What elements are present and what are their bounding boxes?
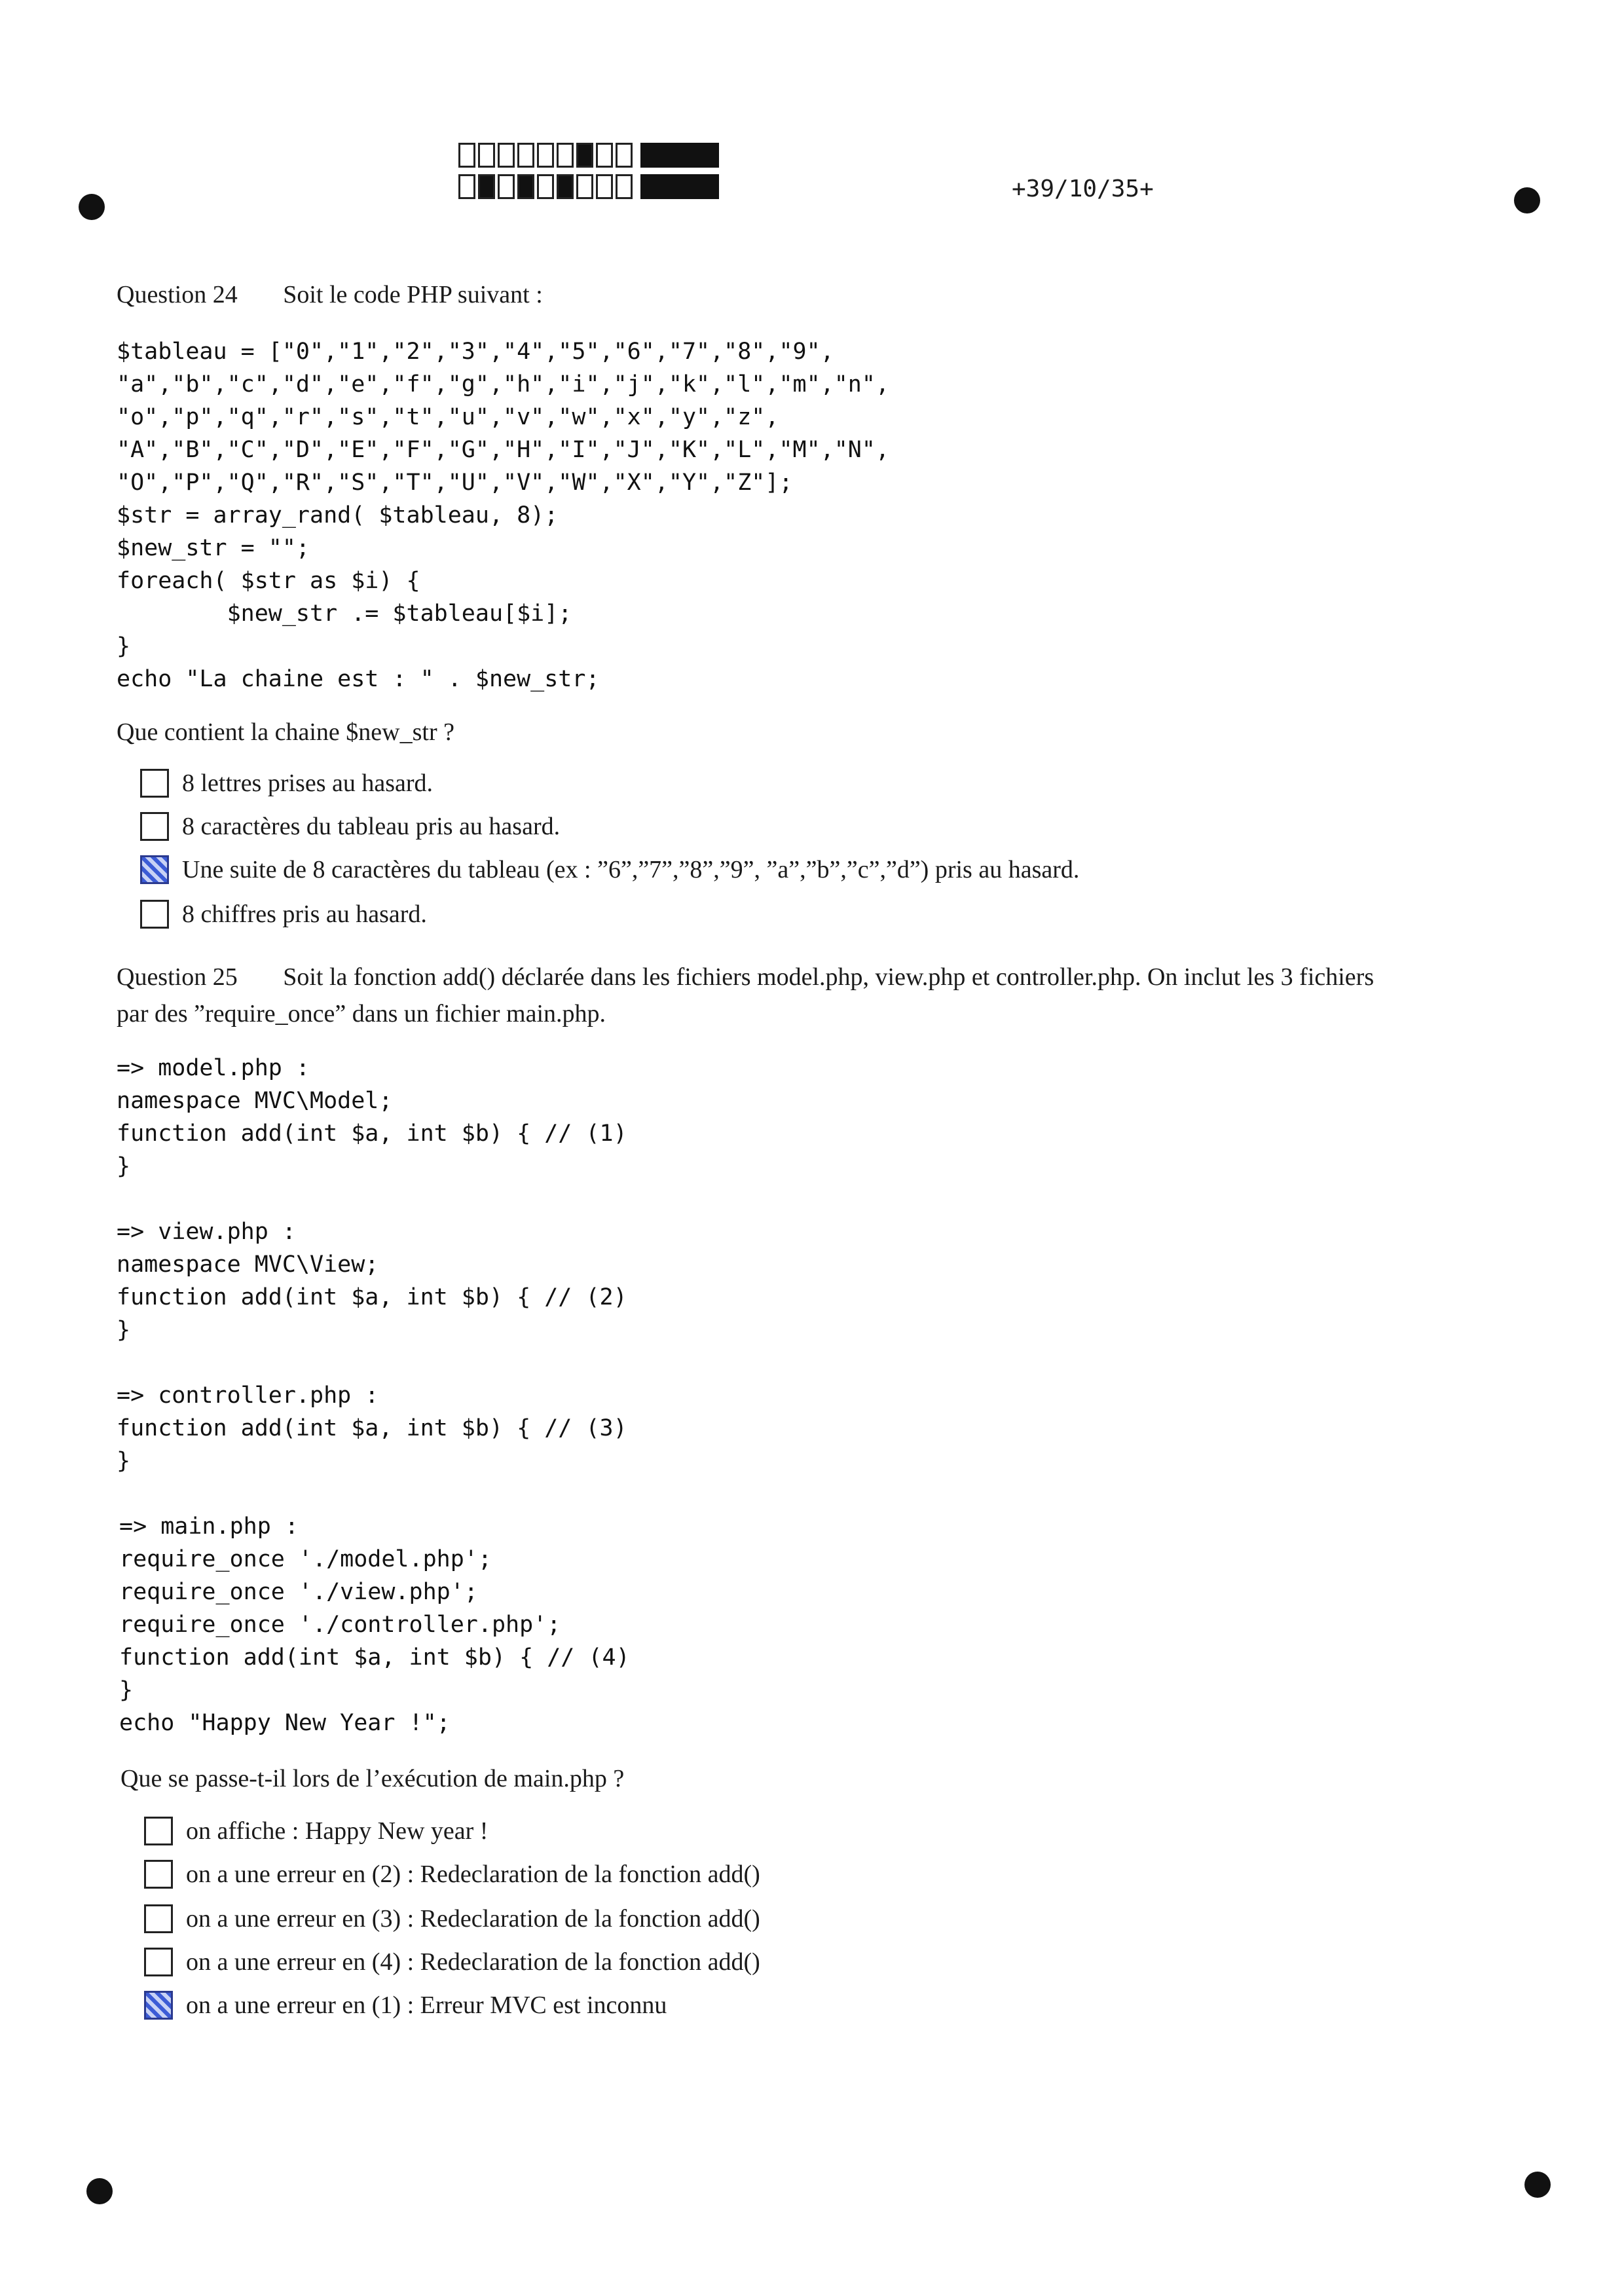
q25-option-4-label: on a une erreur en (4) : Redeclaration de la fonction add() <box>186 1948 760 1976</box>
q25-option-1-checkbox[interactable] <box>144 1817 173 1845</box>
q25-option-3-checkbox[interactable] <box>144 1904 173 1933</box>
question-25-code-controller: => controller.php : function add(int $a, int $b) { // (3) } <box>117 1382 627 1474</box>
q24-option-4[interactable] <box>140 900 427 929</box>
q24-option-2-label: 8 caractères du tableau pris au hasard. <box>182 813 561 840</box>
question-25-question: Que se passe-t-il lors de l’exécution de main.php ? <box>120 1765 625 1792</box>
q24-option-4-checkbox[interactable] <box>140 900 169 929</box>
q24-option-3[interactable] <box>140 855 1079 884</box>
registration-mark-bottom-right <box>1524 2172 1551 2198</box>
question-25-code-model: => model.php : namespace MVC\Model; function add(int $a, int $b) { // (1) } <box>117 1055 627 1179</box>
q25-option-4-checkbox[interactable] <box>144 1948 173 1976</box>
question-25-code-view: => view.php : namespace MVC\View; function add(int $a, int $b) { // (2) } <box>117 1219 627 1343</box>
page-barcode-bottom <box>458 174 719 199</box>
registration-mark-top-right <box>1514 187 1540 213</box>
question-24-question: Que contient la chaine $new_str ? <box>117 718 454 746</box>
q25-option-4[interactable] <box>144 1948 760 1976</box>
q25-option-2[interactable] <box>144 1860 760 1889</box>
q25-option-1[interactable] <box>144 1817 488 1845</box>
q24-option-2-checkbox[interactable] <box>140 812 169 841</box>
page-barcode-top <box>458 143 719 168</box>
question-25-prompt-line1: Soit la fonction add() déclarée dans les fichiers model.php, view.php et controller.php. On inclut les 3 fichiers <box>283 963 1375 991</box>
q25-option-5-label: on a une erreur en (1) : Erreur MVC est inconnu <box>186 1991 667 2019</box>
question-25-heading <box>117 959 1518 1032</box>
q24-option-1-label: 8 lettres prises au hasard. <box>182 769 434 797</box>
q24-option-1[interactable] <box>140 769 433 798</box>
q25-option-2-label: on a une erreur en (2) : Redeclaration de la fonction add() <box>186 1861 760 1888</box>
q24-option-3-label: Une suite de 8 caractères du tableau (ex : ”6”,”7”,”8”,”9”, ”a”,”b”,”c”,”d”) pris au hasard. <box>182 856 1080 883</box>
q25-option-1-label: on affiche : Happy New year ! <box>186 1817 489 1845</box>
q24-option-2[interactable] <box>140 812 560 841</box>
q25-option-3[interactable] <box>144 1904 760 1933</box>
q24-option-1-checkbox[interactable] <box>140 769 169 798</box>
registration-mark-bottom-left <box>86 2178 113 2204</box>
question-24-prompt: Soit le code PHP suivant : <box>283 281 543 308</box>
page-code: +39/10/35+ <box>1012 176 1154 202</box>
question-24-heading <box>117 280 543 309</box>
question-25-label: Question 25 <box>117 963 238 991</box>
q25-option-3-label: on a une erreur en (3) : Redeclaration de la fonction add() <box>186 1905 760 1933</box>
question-25-prompt-line2: par des ”require_once” dans un fichier main.php. <box>117 1000 606 1028</box>
question-24-code: $tableau = ["0","1","2","3","4","5","6","7","8","9", "a","b","c","d","e","f","g","h","i","j","k","l","m","n", "o","p","q","r","s","t","u","v","w","x","y","z", "A","B","C","D","E","F","G","H","I","J","K","L","M","N", "O","P","Q","R","S","T","U","V","W","X","Y","Z"]; $str = array_rand( $tableau, 8); $new_str = ""; foreach( $str as $i) { $new_str .= $tableau[$i]; } echo "La chaine est : " . $new_str; <box>117 339 890 692</box>
q25-option-2-checkbox[interactable] <box>144 1860 173 1889</box>
q24-option-4-label: 8 chiffres pris au hasard. <box>182 900 427 928</box>
question-24-label: Question 24 <box>117 281 238 308</box>
q25-option-5[interactable] <box>144 1991 667 2020</box>
registration-mark-top-left <box>79 194 105 220</box>
q25-option-5-checkbox[interactable] <box>144 1991 173 2020</box>
question-25-code-main: => main.php : require_once './model.php'; require_once './view.php'; require_once './controller.php'; function add(int $a, int $b) { // (4) } echo "Happy New Year !"; <box>119 1513 630 1736</box>
q24-option-3-checkbox[interactable] <box>140 855 169 884</box>
